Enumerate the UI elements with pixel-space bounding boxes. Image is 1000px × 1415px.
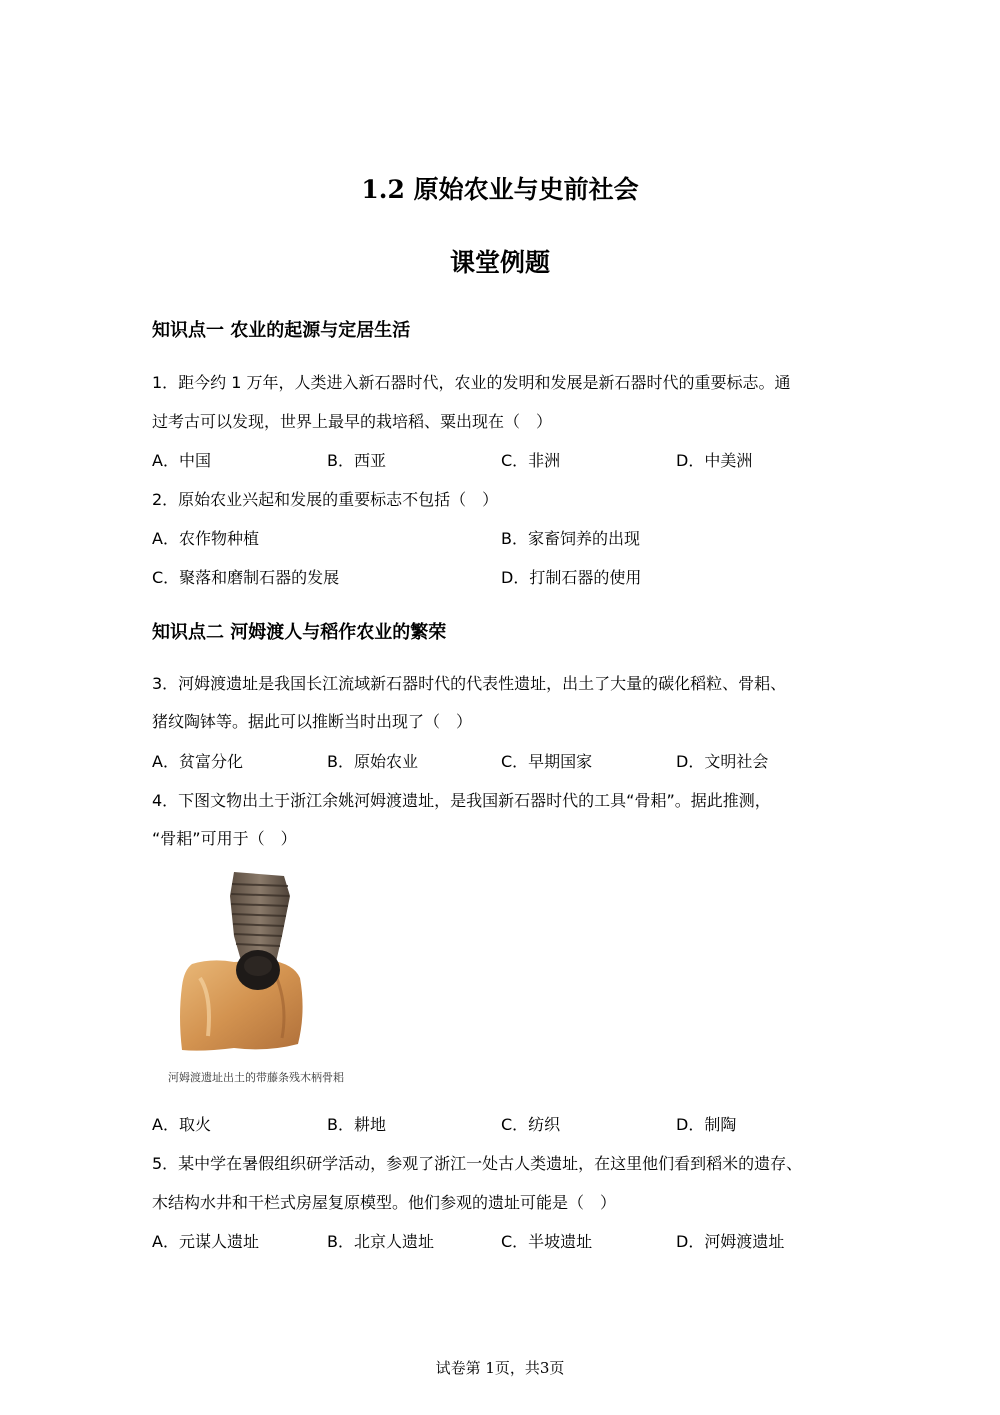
page-subtitle: 课堂例题: [449, 248, 550, 277]
question-5-option-a: A．元谋人遗址: [152, 1232, 259, 1251]
page-title: 1.2 原始农业与史前社会: [361, 175, 639, 204]
question-2-option-d: D．打制石器的使用: [501, 568, 642, 587]
section-heading-2: 知识点二 河姆渡人与稻作农业的繁荣: [152, 622, 447, 643]
question-1-line-1: 1．距今约 1 万年，人类进入新石器时代，农业的发明和发展是新石器时代的重要标志。通: [152, 373, 791, 392]
question-4-line-2: “骨耜”可用于（ ）: [152, 829, 297, 848]
question-3-option-b: B．原始农业: [327, 752, 418, 771]
question-5-option-b: B．北京人遗址: [327, 1232, 434, 1251]
question-4-option-a: A．取火: [152, 1115, 211, 1134]
question-3-option-c: C．早期国家: [501, 752, 593, 771]
question-1-option-d: D．中美洲: [676, 451, 753, 470]
question-3-option-d: D．文明社会: [676, 752, 769, 771]
bone-spade-artifact-image: [172, 866, 312, 1058]
question-4-option-d: D．制陶: [676, 1115, 737, 1134]
question-2-option-b: B．家畜饲养的出现: [501, 529, 640, 548]
page-footer: 试卷第 1页，共3页: [435, 1359, 565, 1377]
section-heading-1: 知识点一 农业的起源与定居生活: [152, 320, 411, 341]
question-3-line-1: 3．河姆渡遗址是我国长江流域新石器时代的代表性遗址，出土了大量的碳化稻粒、骨耜、: [152, 674, 787, 693]
question-4-line-1: 4．下图文物出土于浙江余姚河姆渡遗址，是我国新石器时代的工具“骨耜”。据此推测，: [152, 791, 771, 810]
question-1-line-2: 过考古可以发现，世界上最早的栽培稻、粟出现在（ ）: [152, 412, 553, 431]
question-2-line-1: 2．原始农业兴起和发展的重要标志不包括（ ）: [152, 490, 499, 509]
question-5-line-1: 5．某中学在暑假组织研学活动，参观了浙江一处古人类遗址，在这里他们看到稻米的遗存、: [152, 1154, 803, 1173]
question-3-option-a: A．贫富分化: [152, 752, 243, 771]
question-4-option-b: B．耕地: [327, 1115, 386, 1134]
question-2-option-a: A．农作物种植: [152, 529, 259, 548]
question-3-line-2: 猪纹陶钵等。据此可以推断当时出现了（ ）: [152, 712, 473, 731]
figure-caption: 河姆渡遗址出土的带藤条残木柄骨耜: [168, 1071, 344, 1084]
question-1-option-a: A．中国: [152, 451, 211, 470]
question-5-line-2: 木结构水井和干栏式房屋复原模型。他们参观的遗址可能是（ ）: [152, 1193, 617, 1212]
question-4-option-c: C．纺织: [501, 1115, 561, 1134]
question-5-option-d: D．河姆渡遗址: [676, 1232, 785, 1251]
question-2-option-c: C．聚落和磨制石器的发展: [152, 568, 340, 587]
question-5-option-c: C．半坡遗址: [501, 1232, 593, 1251]
question-1-option-c: C．非洲: [501, 451, 561, 470]
question-1-option-b: B．西亚: [327, 451, 386, 470]
